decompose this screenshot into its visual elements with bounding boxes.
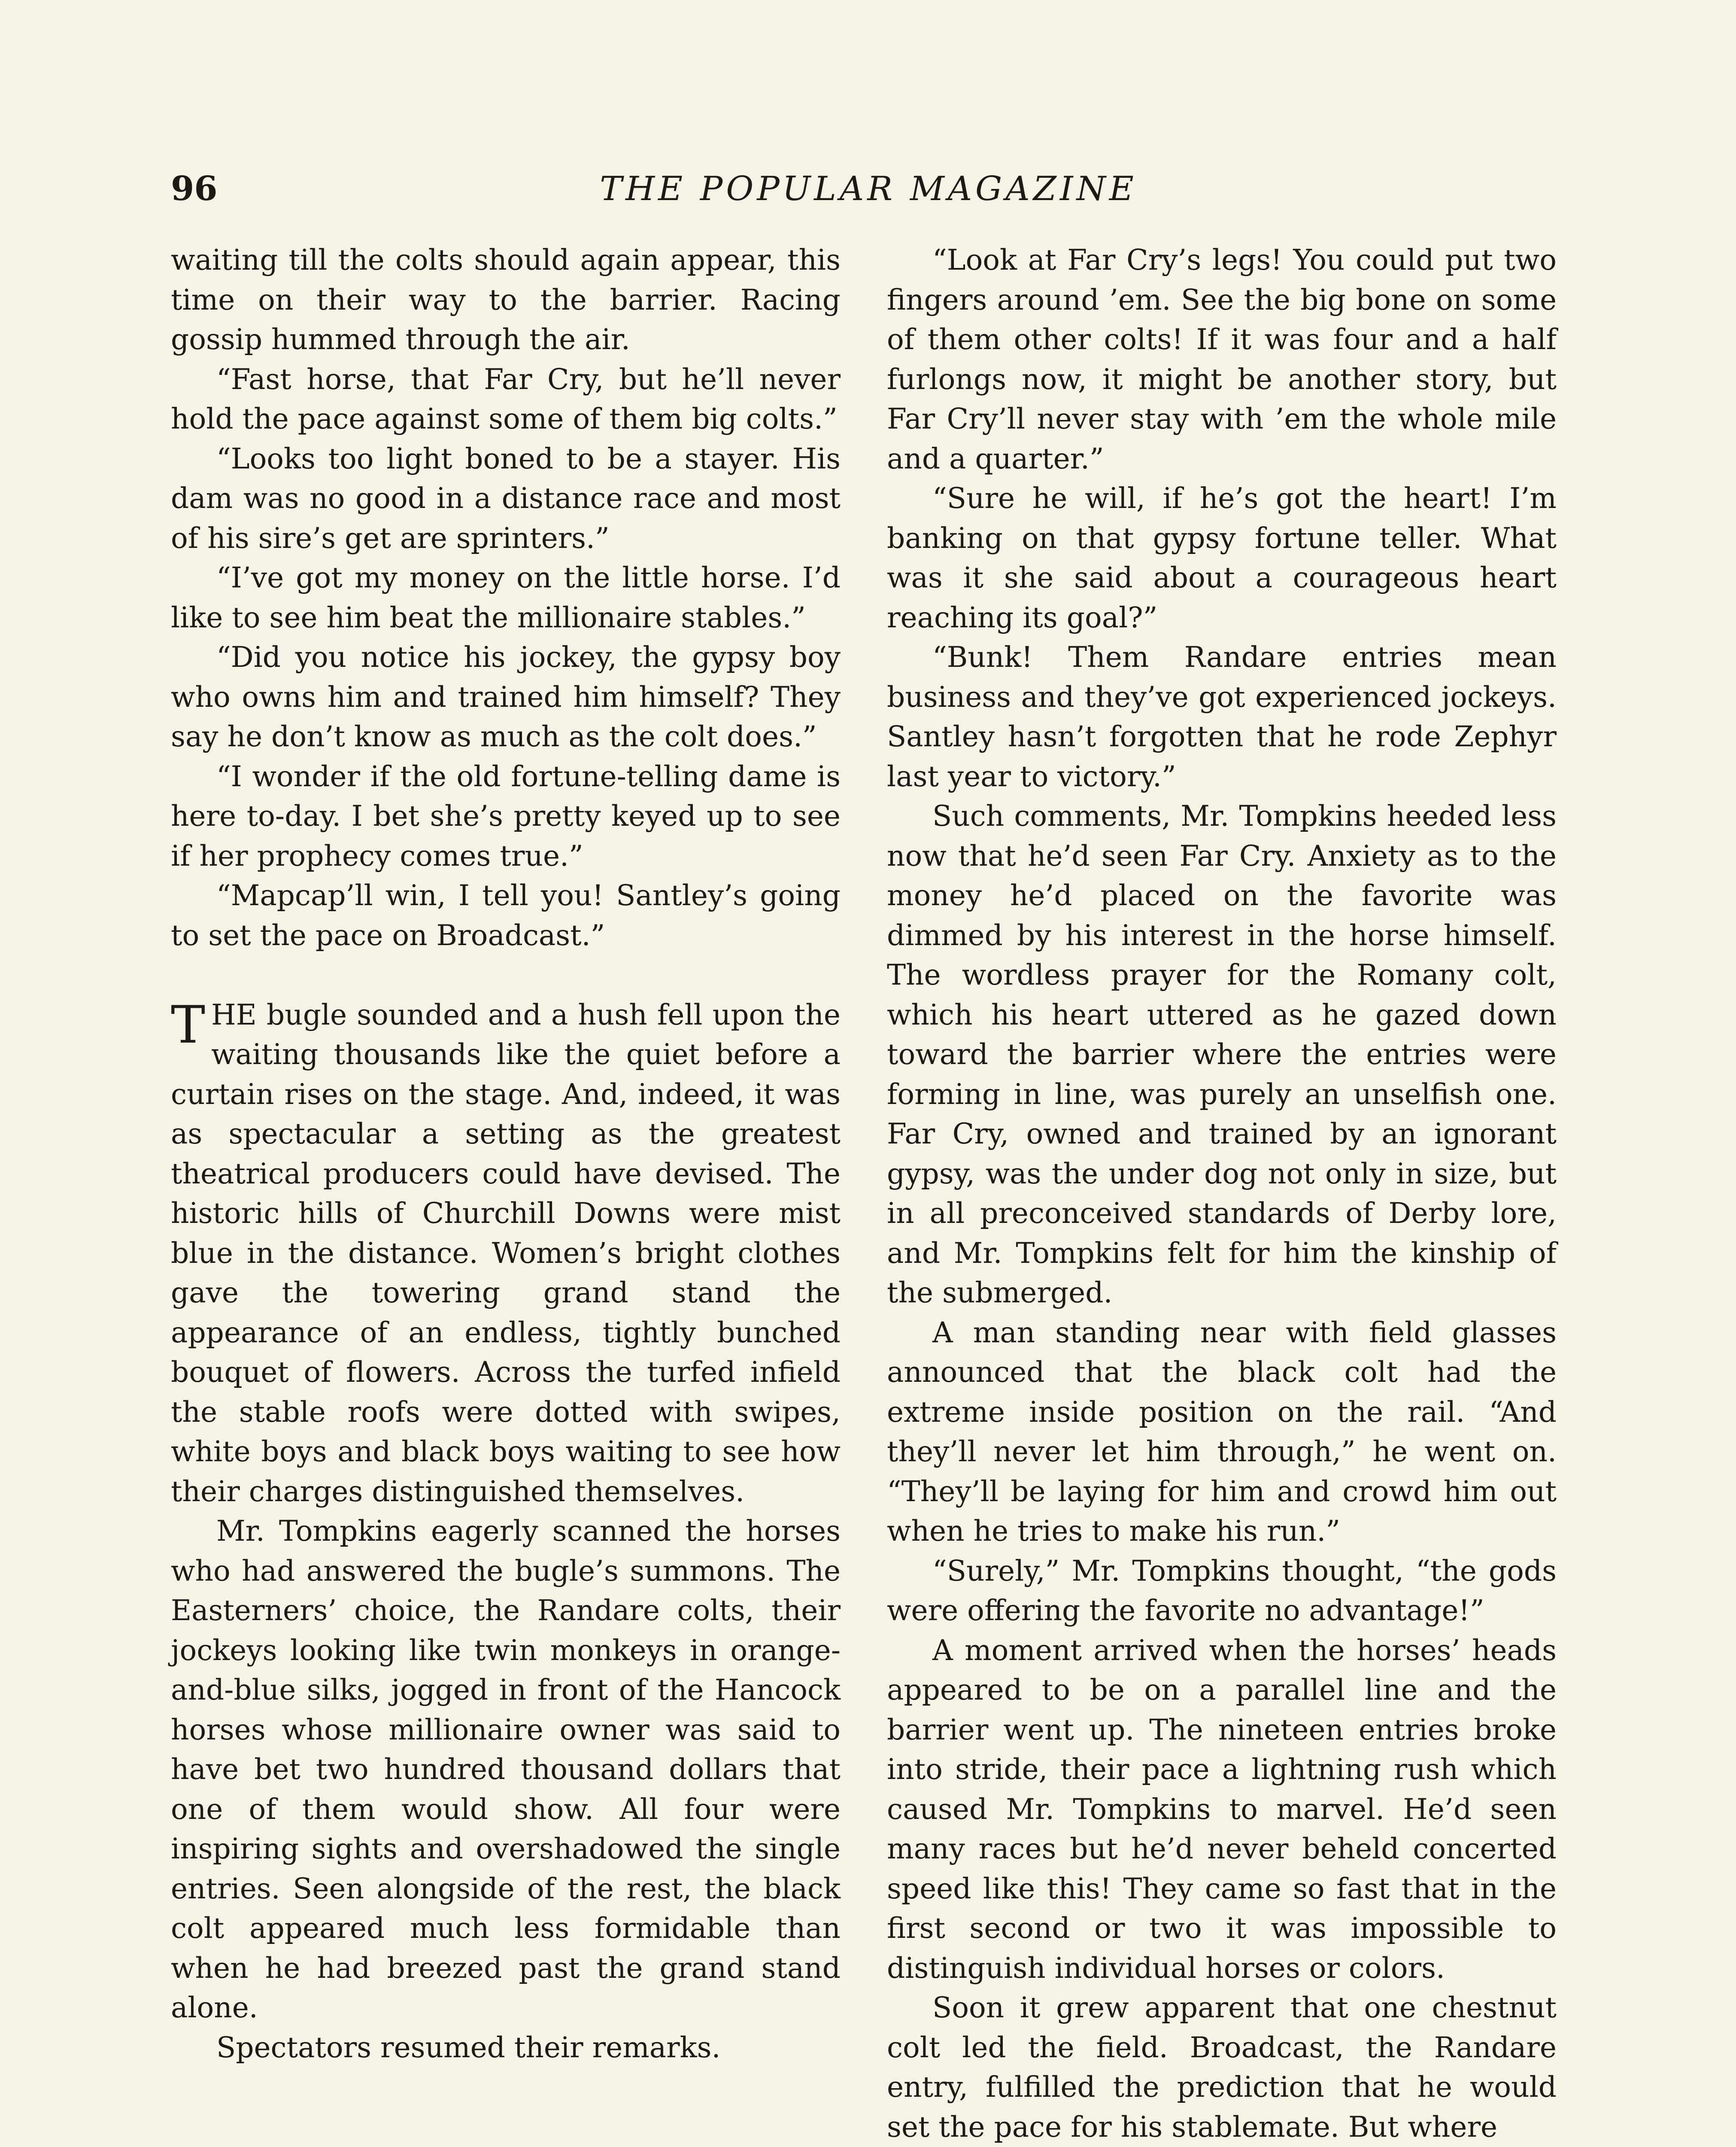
page-number: 96 <box>171 169 218 208</box>
left-column <box>171 240 841 2068</box>
page-header <box>171 163 1566 215</box>
right-column <box>887 240 1557 2147</box>
paragraph: Spectators resumed their remarks. <box>216 2031 721 2064</box>
paragraph: Such comments, Mr. Tompkins heeded less now that he’d seen Far Cry. Anxiety as to the money he’d placed on the favorite was dimmed by his interest in the horse himself. The wordless prayer for the Romany colt, which his heart uttered as he gazed down toward the barrier where the entries were forming in line, was purely an unselfish one. Far Cry, owned and trained by an ignorant gypsy, was the under dog not only in size, but in all preconceived standards of Derby lore, and Mr. Tompkins felt for him the kinship of the submerged. <box>887 800 1557 1309</box>
section-break <box>171 955 841 995</box>
paragraph: “Did you notice his jockey, the gypsy boy who owns him and trained him himself? They say he don’t know as much as the colt does.” <box>171 641 841 753</box>
paragraph: “I’ve got my money on the little horse. I’d like to see him beat the millionaire stables.” <box>171 561 841 634</box>
drop-cap-paragraph: THE bugle sounded and a hush fell upon the waiting thousands like the quiet before a curtain rises on the stage. And, indeed, it was as spectacular a setting as the greatest theatrical producers could have devised. The historic hills of Churchill Downs were mist blue in the distance. Women’s bright clothes gave the towering grand stand the appearance of an endless, tightly bunched bouquet of flowers. Across the turfed infield the stable roofs were dotted with swipes, white boys and black boys waiting to see how their charges distinguished themselves. <box>171 995 841 1508</box>
paragraph: “Bunk! Them Randare entries mean business and they’ve got experienced jockeys. Santley hasn’t forgotten that he rode Zephyr last year to victory.” <box>887 641 1557 793</box>
paragraph: Mr. Tompkins eagerly scanned the horses who had answered the bugle’s summons. The Easterners’ choice, the Randare colts, their jockeys looking like twin monkeys in orange-and-blue silks, jogged in front of the Hancock horses whose millionaire owner was said to have bet two hundred thousand dollars that one of them would show. All four were inspiring sights and overshadowed the single entries. Seen alongside of the rest, the black colt appeared much less formidable than when he had breezed past the grand stand alone. <box>171 1514 841 2024</box>
paragraph: “Mapcap’ll win, I tell you! Santley’s going to set the pace on Broadcast.” <box>171 879 841 952</box>
paragraph: waiting till the colts should again appear, this time on their way to the barrier. Racing gossip hummed through the air. <box>171 243 841 356</box>
paragraph: “Sure he will, if he’s got the heart! I’m banking on that gypsy fortune teller. What was it she said about a courageous heart reaching its goal?” <box>887 482 1557 634</box>
paragraph: “Looks too light boned to be a stayer. His dam was no good in a distance race and most of his sire’s get are sprinters.” <box>171 442 841 555</box>
paragraph: “I wonder if the old fortune-telling dame is here to-day. I bet she’s pretty keyed up to see if her prophecy comes true.” <box>171 760 841 873</box>
paragraph: A man standing near with field glasses announced that the black colt had the extreme inside position on the rail. “And they’ll never let him through,” he went on. “They’ll be laying for him and crowd him out when he tries to make his run.” <box>887 1316 1557 1548</box>
paragraph: “Look at Far Cry’s legs! You could put two fingers around ’em. See the big bone on some of them other colts! If it was four and a half furlongs now, it might be another story, but Far Cry’ll never stay with ’em the whole mile and a quarter.” <box>887 243 1557 475</box>
paragraph: Soon it grew apparent that one chestnut colt led the field. Broadcast, the Randare entry, fulfilled the prediction that he would set the pace for his stablemate. But where <box>887 1991 1557 2144</box>
paragraph: “Fast horse, that Far Cry, but he’ll never hold the pace against some of them big colts.” <box>171 362 841 435</box>
paragraph: A moment arrived when the horses’ heads appeared to be on a parallel line and the barrier went up. The nineteen entries broke into stride, their pace a lightning rush which caused Mr. Tompkins to marvel. He’d seen many races but he’d never beheld concerted speed like this! They came so fast that in the first second or two it was impossible to distinguish individual horses or colors. <box>887 1633 1557 1985</box>
paragraph: “Surely,” Mr. Tompkins thought, “the gods were offering the favorite no advantage!” <box>887 1554 1557 1627</box>
running-title: THE POPULAR MAGAZINE <box>600 170 1137 208</box>
